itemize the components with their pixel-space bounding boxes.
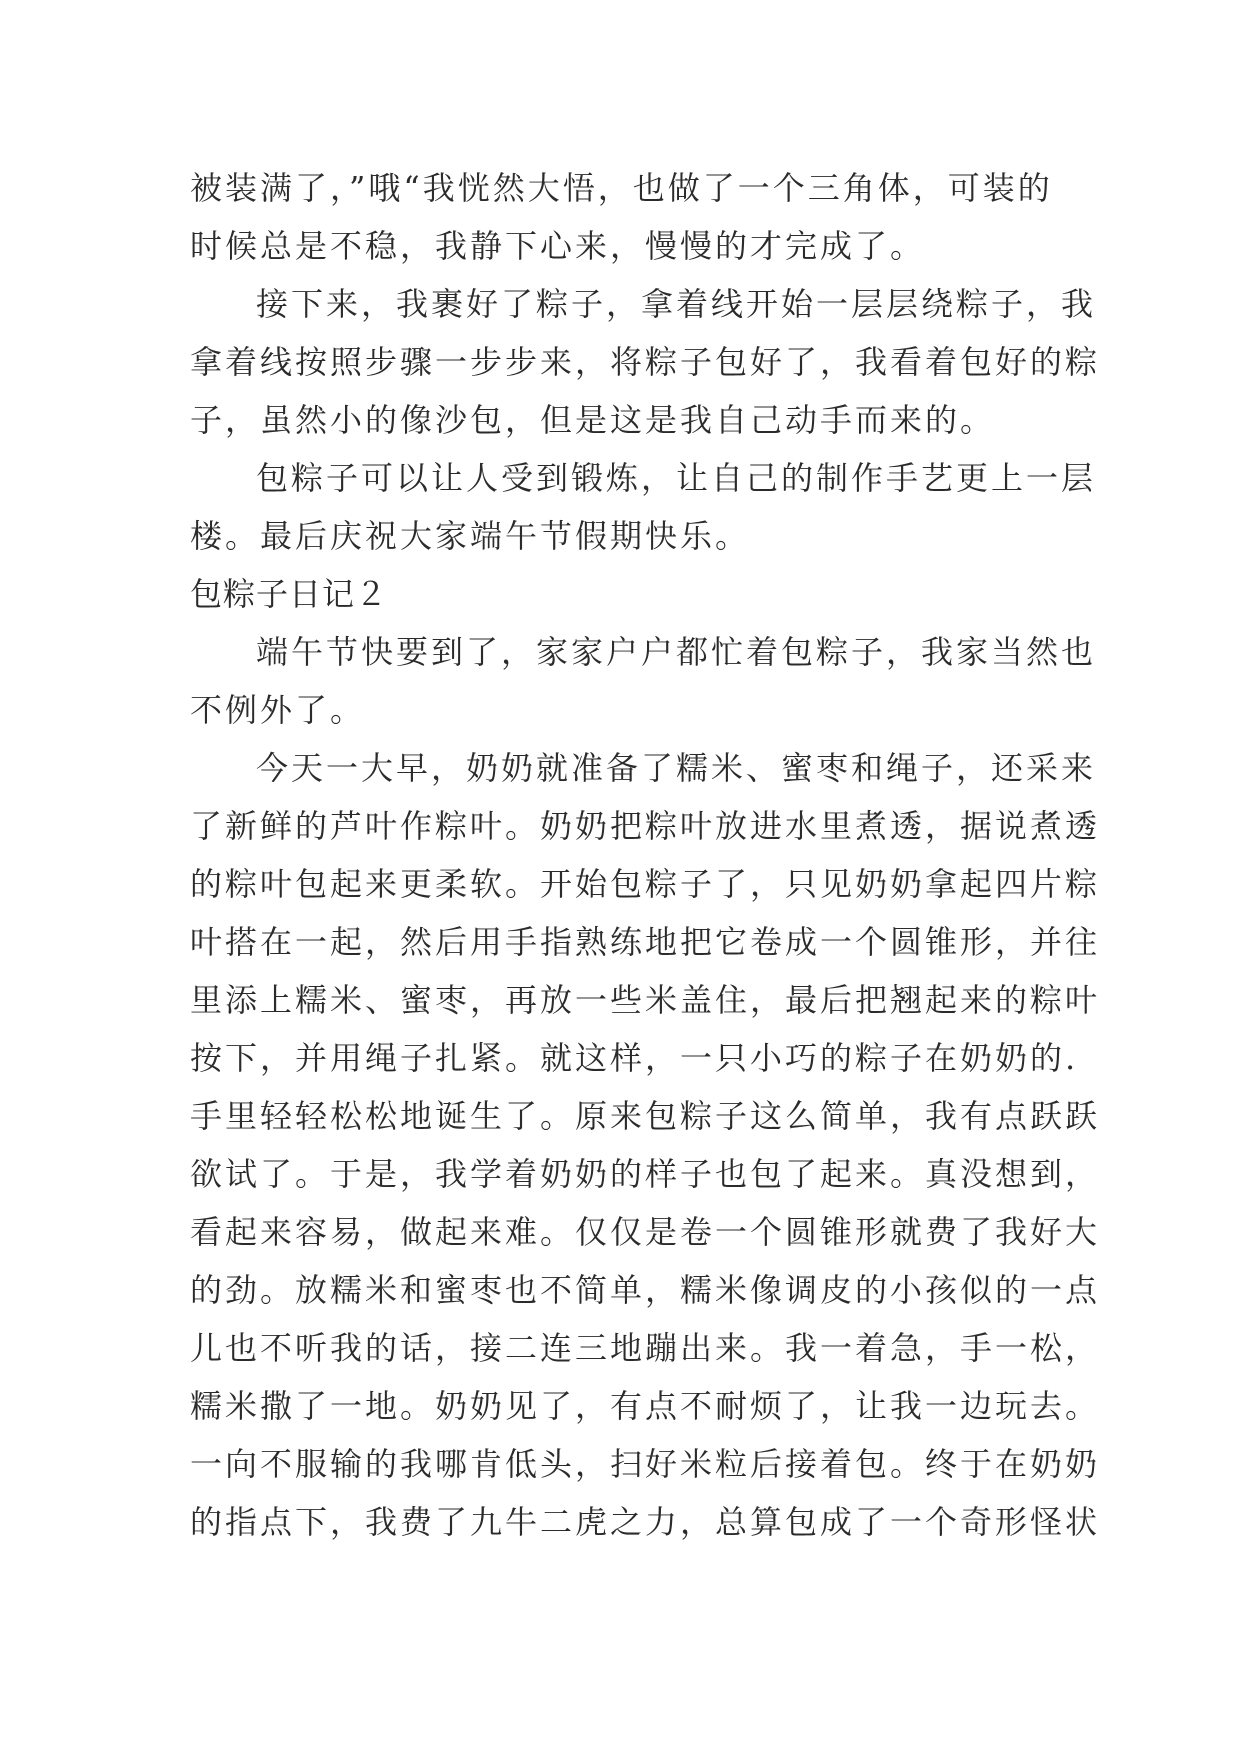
document-body (190, 159, 1101, 1551)
text-line: 糯米撒了一地。奶奶见了，有点不耐烦了，让我一边玩去。 (190, 1387, 1101, 1425)
paragraph-start-line: 端午节快要到了，家家户户都忙着包粽子，我家当然也 (256, 633, 1097, 671)
text-line: 不例外了。 (190, 691, 366, 729)
text-line: 里添上糯米、蜜枣，再放一些米盖住，最后把翘起来的粽叶 (190, 981, 1101, 1019)
text-line: 被装满了，”哦“我恍然大悟，也做了一个三角体，可装的 (190, 169, 1053, 207)
paragraph-start-line: 今天一大早，奶奶就准备了糯米、蜜枣和绳子，还采来 (256, 749, 1097, 787)
section-heading: 包粽子日记２ (190, 575, 389, 613)
text-line: 楼。最后庆祝大家端午节假期快乐。 (190, 517, 751, 555)
text-line: 的指点下，我费了九牛二虎之力，总算包成了一个奇形怪状 (190, 1503, 1101, 1541)
paragraph-start-line: 包粽子可以让人受到锻炼，让自己的制作手艺更上一层 (256, 459, 1097, 497)
text-line: 了新鲜的芦叶作粽叶。奶奶把粽叶放进水里煮透，据说煮透 (190, 807, 1101, 845)
text-line: 子，虽然小的像沙包，但是这是我自己动手而来的。 (190, 401, 996, 439)
text-line: 拿着线按照步骤一步步来，将粽子包好了，我看着包好的粽 (190, 343, 1101, 381)
text-line: 一向不服输的我哪肯低头，扫好米粒后接着包。终于在奶奶 (190, 1445, 1101, 1483)
paragraph-start-line: 接下来，我裹好了粽子，拿着线开始一层层绕粽子，我 (256, 285, 1097, 323)
text-line: 按下，并用绳子扎紧。就这样，一只小巧的粽子在奶奶的. (190, 1039, 1079, 1077)
text-line: 儿也不听我的话，接二连三地蹦出来。我一着急，手一松， (190, 1329, 1101, 1367)
text-line: 叶搭在一起，然后用手指熟练地把它卷成一个圆锥形，并往 (190, 923, 1101, 961)
text-line: 的粽叶包起来更柔软。开始包粽子了，只见奶奶拿起四片粽 (190, 865, 1101, 903)
text-line: 看起来容易，做起来难。仅仅是卷一个圆锥形就费了我好大 (190, 1213, 1101, 1251)
text-line: 欲试了。于是，我学着奶奶的样子也包了起来。真没想到， (190, 1155, 1101, 1193)
text-line: 的劲。放糯米和蜜枣也不简单，糯米像调皮的小孩似的一点 (190, 1271, 1101, 1309)
text-line: 时候总是不稳，我静下心来，慢慢的才完成了。 (190, 227, 926, 265)
text-line: 手里轻轻松松地诞生了。原来包粽子这么简单，我有点跃跃 (190, 1097, 1101, 1135)
